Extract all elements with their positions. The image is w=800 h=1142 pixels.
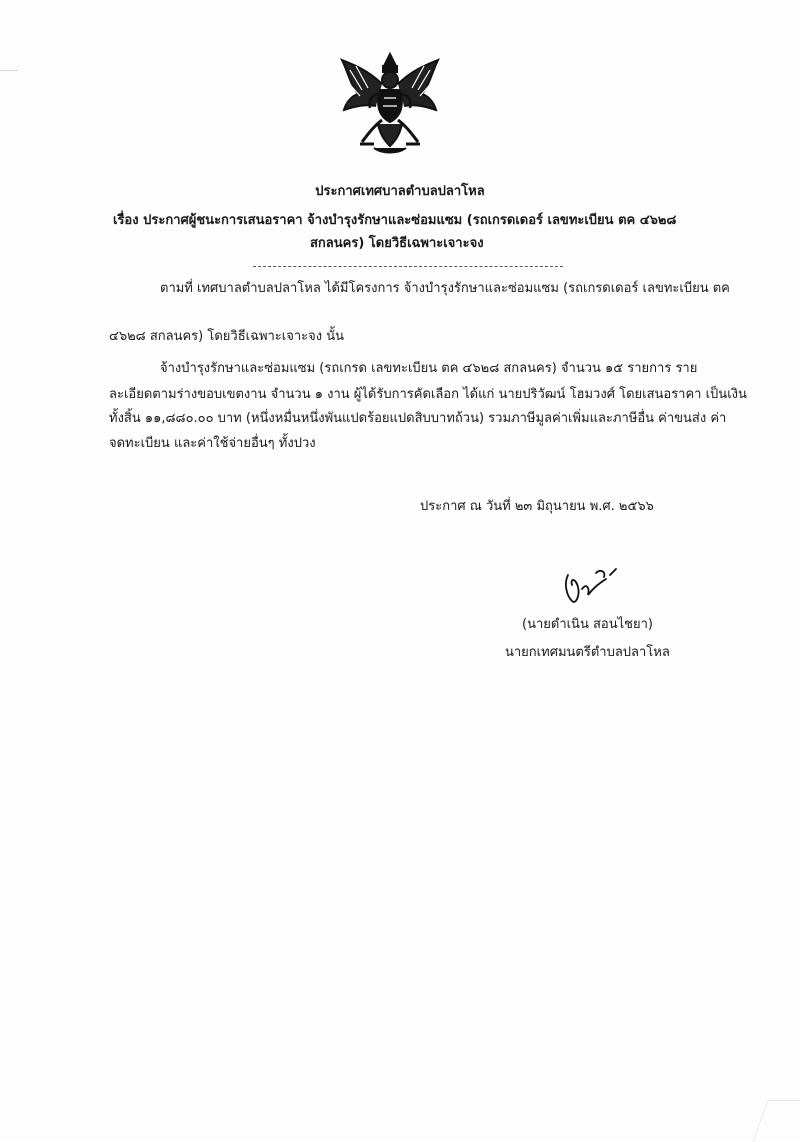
paragraph-1-line-2: ๔๖๒๘ สกลนคร) โดยวิธีเฉพาะเจาะจง นั้น xyxy=(109,329,345,344)
garuda-emblem-icon xyxy=(338,50,442,158)
scan-edge-mark xyxy=(0,70,18,71)
header-divider xyxy=(253,266,563,267)
page-corner-fold xyxy=(752,1100,800,1142)
signer-title: นายกเทศมนตรีตำบลปลาโหล xyxy=(505,645,670,660)
paragraph-2-line-4: จดทะเบียน และค่าใช้จ่ายอื่นๆ ทั้งปวง xyxy=(109,436,316,451)
announcement-date: ประกาศ ณ วันที่ ๒๓ มิถุนายน พ.ศ. ๒๕๖๖ xyxy=(420,499,654,514)
paragraph-2-line-1: จ้างบำรุงรักษาและซ่อมแซม (รถเกรด เลขทะเบียน ตค ๔๖๒๘ สกลนคร) จำนวน ๑๕ รายการ ราย xyxy=(160,361,698,376)
paragraph-2-line-2: ละเอียดตามร่างขอบเขตงาน จำนวน ๑ งาน ผู้ได้รับการคัดเลือก ได้แก่ นายปริวัฒน์ โฮมวงศ์ โดยเสนอราคา เป็นเงิน xyxy=(109,387,747,402)
document-title: ประกาศเทศบาลตำบลปลาโหล xyxy=(315,184,485,199)
paragraph-1-line-1: ตามที่ เทศบาลตำบลปลาโหล ได้มีโครงการ จ้างบำรุงรักษาและซ่อมแซม (รถเกรดเดอร์ เลขทะเบียน ตค xyxy=(160,281,730,296)
handwritten-signature xyxy=(560,565,620,610)
paragraph-2-line-3: ทั้งสิ้น ๑๑,๘๘๐.๐๐ บาท (หนึ่งหมื่นหนึ่งพันแปดร้อยแปดสิบบาทถ้วน) รวมภาษีมูลค่าเพิ่มและภาษีอื่น ค่าขนส่ง ค่า xyxy=(109,411,727,426)
subject-line-2: สกลนคร) โดยวิธีเฉพาะเจาะจง xyxy=(310,236,484,251)
signer-name: (นายดำเนิน สอนไชยา) xyxy=(522,617,653,632)
subject-line-1: เรื่อง ประกาศผู้ชนะการเสนอราคา จ้างบำรุงรักษาและซ่อมแซม (รถเกรดเดอร์ เลขทะเบียน ตค ๔๖๒๘ xyxy=(113,213,677,228)
